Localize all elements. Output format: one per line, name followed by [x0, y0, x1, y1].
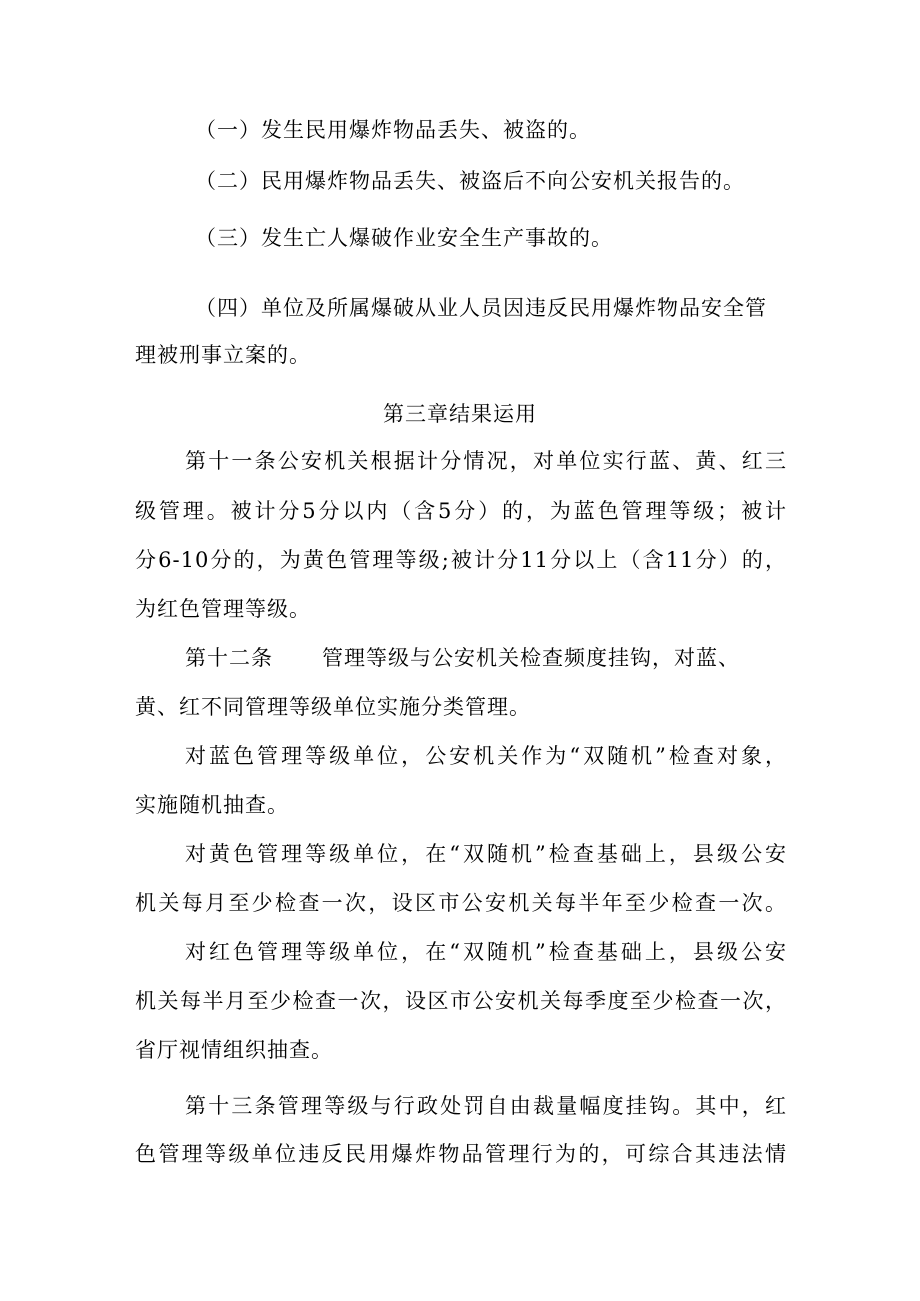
red-level-line-1: 对红色管理等级单位，在“双随机”检查基础上，县级公安 [185, 940, 787, 964]
article-11-line-3: 分6-10分的，为黄色管理等级;被计分11分以上（含11分）的， [135, 548, 787, 572]
article-12-label: 第十二条 [185, 646, 273, 670]
red-level-line-3: 省厅视情组织抽查。 [135, 1038, 333, 1062]
article-11-line-2: 级管理。被计分5分以内（含5分）的，为蓝色管理等级；被计 [135, 499, 787, 523]
article-12-line-2: 黄、红不同管理等级单位实施分类管理。 [135, 695, 531, 719]
article-12-line-1: 管理等级与公安机关检查频度挂钩，对蓝、 [322, 646, 740, 670]
item-4-continued: 理被刑事立案的。 [135, 343, 311, 367]
article-11-line-1: 第十一条公安机关根据计分情况，对单位实行蓝、黄、红三 [185, 449, 787, 473]
yellow-level-line-2: 机关每月至少检查一次，设区市公安机关每半年至少检查一次。 [135, 891, 787, 915]
article-11-line-4: 为红色管理等级。 [135, 597, 311, 621]
item-2: （二）民用爆炸物品丢失、被盗后不向公安机关报告的。 [195, 169, 745, 193]
blue-level-line-2: 实施随机抽查。 [135, 793, 289, 817]
article-13-line-2: 色管理等级单位违反民用爆炸物品管理行为的，可综合其违法情 [135, 1142, 787, 1166]
item-4: （四）单位及所属爆破从业人员因违反民用爆炸物品安全管 [195, 296, 767, 320]
chapter-title: 第三章结果运用 [383, 402, 537, 426]
blue-level-line-1: 对蓝色管理等级单位，公安机关作为“双随机”检查对象， [185, 744, 787, 768]
yellow-level-line-1: 对黄色管理等级单位，在“双随机”检查基础上，县级公安 [185, 842, 787, 866]
item-1: （一）发生民用爆炸物品丢失、被盗的。 [195, 118, 591, 142]
red-level-line-2: 机关每半月至少检查一次，设区市公安机关每季度至少检查一次， [135, 989, 787, 1013]
article-13-line-1: 第十三条管理等级与行政处罚自由裁量幅度挂钩。其中，红 [185, 1094, 787, 1118]
item-3: （三）发生亡人爆破作业安全生产事故的。 [195, 226, 613, 250]
